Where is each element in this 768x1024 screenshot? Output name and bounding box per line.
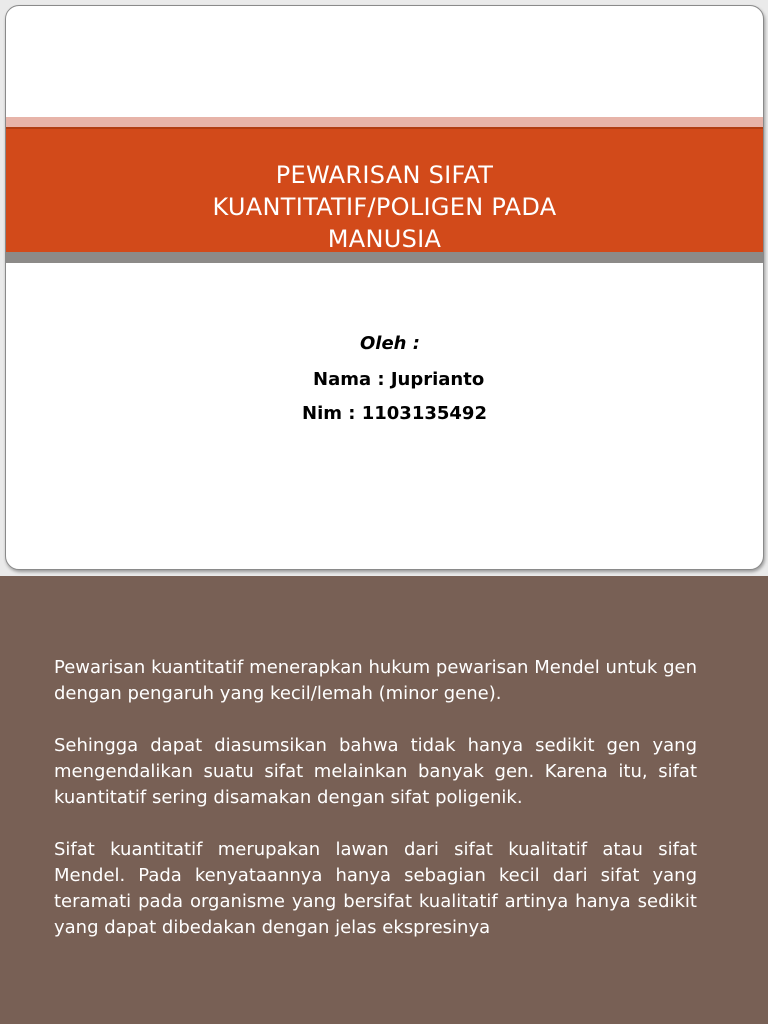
author-by-label: Oleh : bbox=[360, 333, 420, 354]
content-slide bbox=[0, 576, 768, 1024]
paragraph-2: Sehingga dapat diasumsikan bahwa tidak hanya sedikit gen yang mengendalikan suatu sifat melainkan banyak gen. Karena itu, sifat kuantitatif sering disamakan dengan sifat poligenik. bbox=[54, 735, 697, 808]
paragraph-3: Sifat kuantitatif merupakan lawan dari sifat kualitatif atau sifat Mendel. Pada kenyataannya hanya sebagian kecil dari sifat yang teramati pada organisme yang bersifat kualitatif artinya hanya sedikit yang dapat dibedakan dengan jelas ekspresinya bbox=[54, 839, 697, 938]
slide-title bbox=[6, 159, 763, 255]
content-body bbox=[54, 655, 697, 967]
slide-title-line-2: KUANTITATIF/POLIGEN PADA bbox=[212, 193, 557, 221]
title-slide-card bbox=[5, 5, 764, 570]
slide-title-line-3: MANUSIA bbox=[327, 225, 442, 253]
author-name: Nama : Juprianto bbox=[313, 369, 485, 390]
paragraph-1: Pewarisan kuantitatif menerapkan hukum pewarisan Mendel untuk gen dengan pengaruh yang kecil/lemah (minor gene). bbox=[54, 657, 697, 704]
slide-title-line-1: PEWARISAN SIFAT bbox=[275, 161, 494, 189]
accent-band-light bbox=[6, 117, 763, 127]
author-student-id: Nim : 1103135492 bbox=[302, 403, 487, 424]
